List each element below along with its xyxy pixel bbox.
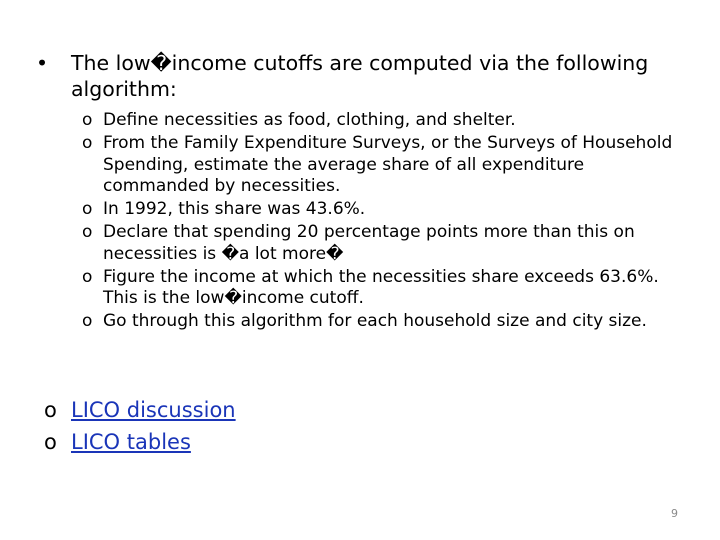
circle-bullet-icon: o <box>82 311 93 332</box>
lico-discussion-link[interactable]: LICO discussion <box>71 398 236 422</box>
step-text: Go through this algorithm for each household size and city size. <box>103 311 647 332</box>
circle-bullet-icon: o <box>82 222 93 243</box>
circle-bullet-icon: o <box>82 133 93 154</box>
link-item <box>44 397 444 423</box>
step-item <box>82 222 682 265</box>
step-item <box>82 133 682 198</box>
bullet-dot-icon: • <box>36 51 49 75</box>
main-bullet <box>36 50 696 102</box>
algorithm-steps <box>82 110 682 335</box>
step-text: In 1992, this share was 43.6%. <box>103 199 366 220</box>
step-text: Figure the income at which the necessities share exceeds 63.6%. This is the low�income cutoff. <box>103 266 659 309</box>
step-item <box>82 110 682 132</box>
circle-bullet-icon: o <box>82 110 93 130</box>
circle-bullet-icon: o <box>82 199 93 220</box>
main-bullet-text: The low�income cutoffs are computed via the following algorithm: <box>71 51 649 101</box>
page-number: 9 <box>671 507 678 520</box>
step-item <box>82 199 682 221</box>
circle-bullet-icon: o <box>82 266 93 287</box>
step-text: From the Family Expenditure Surveys, or the Surveys of Household Spending, estimate the average share of all expenditure commanded by necessities. <box>103 133 673 197</box>
step-item <box>82 311 682 333</box>
circle-bullet-icon: o <box>44 398 57 422</box>
link-list <box>44 397 444 461</box>
step-text: Define necessities as food, clothing, and shelter. <box>103 110 516 130</box>
step-text: Declare that spending 20 percentage points more than this on necessities is �a lot more� <box>103 222 635 264</box>
step-item <box>82 267 682 310</box>
lico-tables-link[interactable]: LICO tables <box>71 430 191 454</box>
circle-bullet-icon: o <box>44 430 57 454</box>
link-item <box>44 429 444 455</box>
